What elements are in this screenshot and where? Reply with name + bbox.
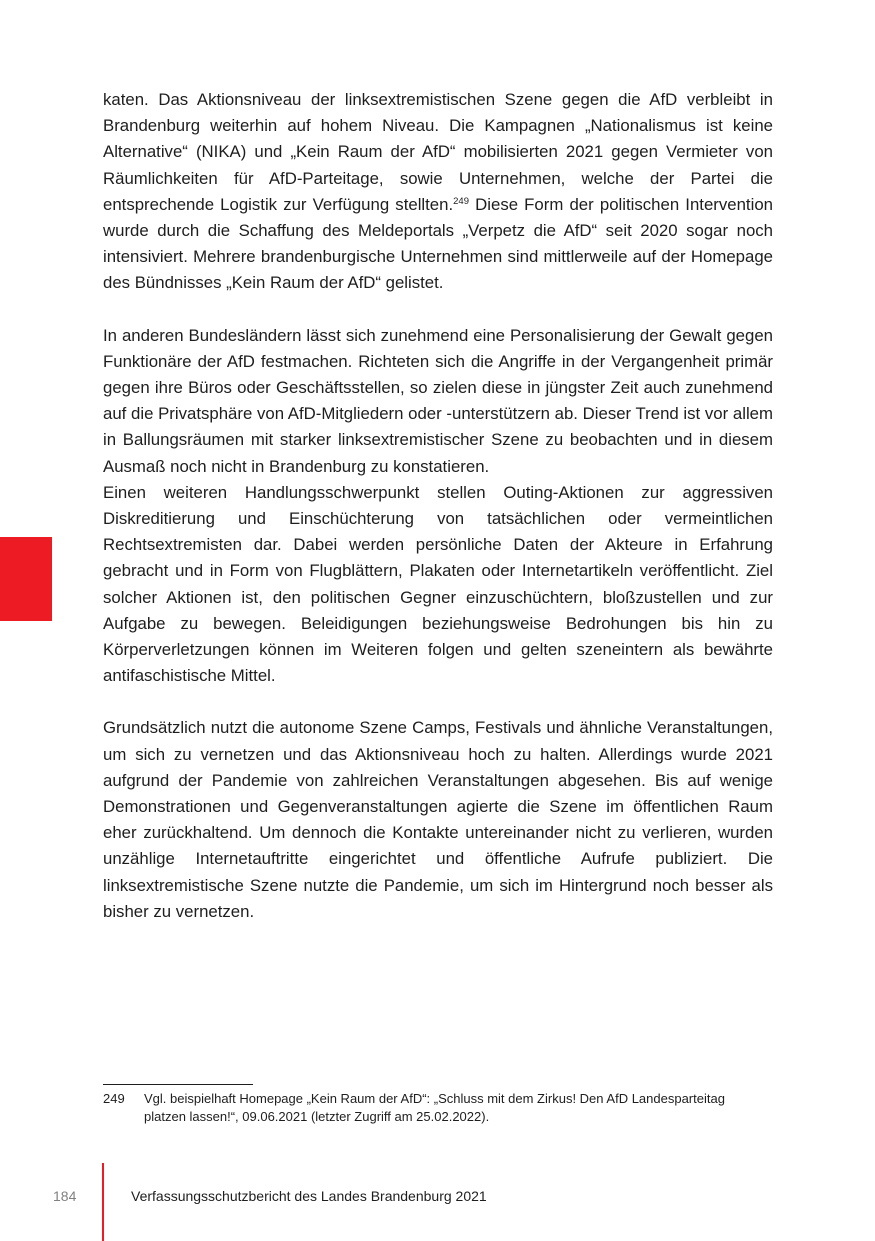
- footer-divider: [102, 1163, 104, 1241]
- chapter-marker-tab: [0, 537, 52, 621]
- paragraph-2: In anderen Bundesländern lässt sich zunehmend eine Personalisierung der Gewalt gegen Funktionäre der AfD festmachen. Richteten sich die Angriffe in der Vergangenheit primär gegen ihre Büros oder Geschäftsstellen, so zielen diese in jüngster Zeit auch zunehmend auf die Privatsphäre von AfD-Mitgliedern oder -unterstützern ab. Dieser Trend ist vor allem in Ballungsräumen mit starker linksextremistischer Szene zu beobachten und in diesem Ausmaß noch nicht in Brandenburg zu konstatieren.: [103, 325, 773, 476]
- running-footer-title: Verfassungsschutzbericht des Landes Brandenburg 2021: [131, 1188, 487, 1204]
- paragraph-1-text-a: katen. Das Aktionsniveau der linksextremistischen Szene gegen die AfD verbleibt in Brandenburg weiterhin auf hohem Niveau. Die Kampagnen „Nationalismus ist keine Alternative“ (NIKA) und „Kein Raum der AfD“ mobilisierten 2021 gegen Vermieter von Räumlichkeiten für AfD-Parteitage, sowie Unternehmen, welche der Partei die entsprechende Logistik zur Verfügung stellten.: [103, 90, 773, 214]
- footnote: [103, 1090, 743, 1126]
- footnote-divider: [103, 1084, 253, 1085]
- footnote-text: Vgl. beispielhaft Homepage „Kein Raum der AfD“: „Schluss mit dem Zirkus! Den AfD Landesparteitag platzen lassen!“, 09.06.2021 (letzter Zugriff am 25.02.2022).: [144, 1091, 725, 1124]
- paragraph-4: Grundsätzlich nutzt die autonome Szene Camps, Festivals und ähnliche Veranstaltungen, um sich zu vernetzen und das Aktionsniveau hoch zu halten. Allerdings wurde 2021 aufgrund der Pandemie von zahlreichen Veranstaltungen abgesehen. Bis auf wenige Demonstrationen und Gegenveranstaltungen agierte die Szene im öffentlichen Raum eher zurückhaltend. Um dennoch die Kontakte untereinander nicht zu verlieren, wurden unzählige Internetauftritte eingerichtet und öffentliche Aufrufe publiziert. Die linksextremistische Szene nutzte die Pandemie, um sich im Hintergrund noch besser als bisher zu vernetzen.: [103, 718, 773, 921]
- footnote-number: 249: [103, 1091, 125, 1106]
- page-number: 184: [53, 1188, 77, 1204]
- paragraph-3: Einen weiteren Handlungsschwerpunkt stellen Outing-Aktionen zur aggressiven Diskreditierung und Einschüchterung von tatsächlichen oder vermeintlichen Rechtsextremisten dar. Dabei werden persönliche Daten der Akteure in Erfahrung gebracht und in Form von Flugblättern, Plakaten oder Internetartikeln veröffentlicht. Ziel solcher Aktionen ist, den politischen Gegner einzuschüchtern, bloßzustellen und zur Aufgabe zu bewegen. Beleidigungen beziehungsweise Bedrohungen bis hin zu Körperverletzungen können im Weiteren folgen und gelten szeneintern als bewährte antifaschistische Mittel.: [103, 482, 773, 686]
- paragraph-1: [103, 87, 773, 297]
- paragraph-1-text-b: Diese Form der politischen Intervention wurde durch die Schaffung des Meldeportals „Verpetz die AfD“ seit 2020 sogar noch intensiviert. Mehrere brandenburgische Unternehmen sind mittlerweile auf der Homepage des Bündnisses „Kein Raum der AfD“ gelistet.: [103, 194, 773, 293]
- main-text: [103, 87, 773, 925]
- footnote-reference[interactable]: 249: [453, 195, 469, 207]
